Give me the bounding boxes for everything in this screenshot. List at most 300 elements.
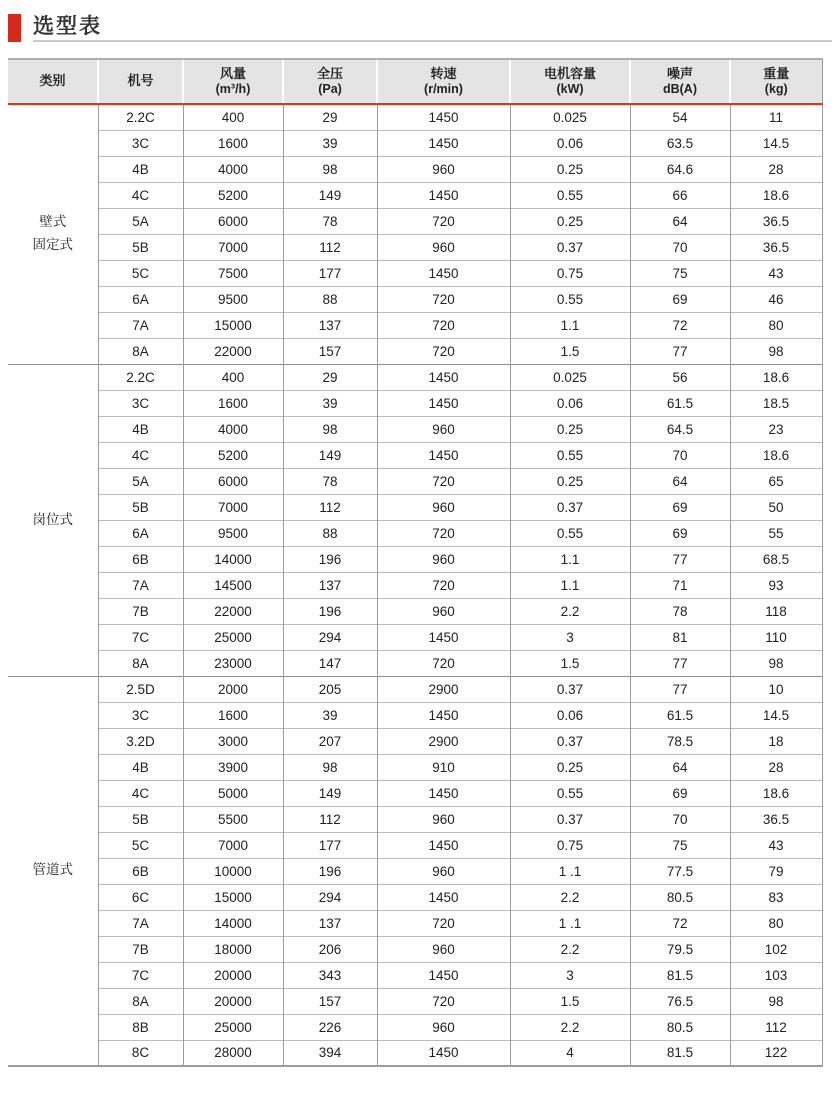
weight-cell: 18.6 [730, 780, 822, 806]
rotation-speed-cell: 960 [377, 858, 510, 884]
noise-cell: 77.5 [630, 858, 730, 884]
model-no-cell: 5C [98, 832, 183, 858]
noise-cell: 69 [630, 520, 730, 546]
motor-capacity-cell: 0.25 [510, 468, 630, 494]
total-pressure-cell: 207 [283, 728, 377, 754]
noise-cell: 75 [630, 832, 730, 858]
air-volume-cell: 6000 [183, 208, 283, 234]
air-volume-cell: 4000 [183, 156, 283, 182]
table-row [8, 858, 822, 884]
model-no-cell: 7A [98, 572, 183, 598]
air-volume-cell: 25000 [183, 1014, 283, 1040]
motor-capacity-cell: 0.55 [510, 182, 630, 208]
model-no-cell: 6B [98, 858, 183, 884]
noise-cell: 66 [630, 182, 730, 208]
weight-cell: 79 [730, 858, 822, 884]
total-pressure-cell: 149 [283, 182, 377, 208]
table-row [8, 624, 822, 650]
noise-cell: 71 [630, 572, 730, 598]
weight-cell: 18 [730, 728, 822, 754]
weight-cell: 43 [730, 260, 822, 286]
total-pressure-cell: 177 [283, 260, 377, 286]
column-header-motor-capacity [510, 59, 630, 104]
table-row [8, 156, 822, 182]
noise-cell: 61.5 [630, 390, 730, 416]
motor-capacity-cell: 0.25 [510, 416, 630, 442]
table-row [8, 728, 822, 754]
noise-cell: 78.5 [630, 728, 730, 754]
air-volume-cell: 1600 [183, 390, 283, 416]
page-title: 选型表 [33, 15, 102, 38]
column-header-category [8, 59, 98, 104]
table-row [8, 416, 822, 442]
air-volume-cell: 14000 [183, 546, 283, 572]
category-line: 固定式 [32, 237, 73, 253]
air-volume-cell: 23000 [183, 650, 283, 676]
air-volume-cell: 22000 [183, 598, 283, 624]
total-pressure-cell: 149 [283, 442, 377, 468]
noise-cell: 69 [630, 494, 730, 520]
motor-capacity-cell: 0.06 [510, 130, 630, 156]
air-volume-cell: 14000 [183, 910, 283, 936]
rotation-speed-cell: 720 [377, 286, 510, 312]
total-pressure-cell: 98 [283, 754, 377, 780]
table-row [8, 390, 822, 416]
column-header-label: 电机容量 [543, 65, 596, 81]
table-row [8, 780, 822, 806]
motor-capacity-cell: 0.55 [510, 780, 630, 806]
table-header-row [8, 59, 822, 104]
motor-capacity-cell: 0.75 [510, 260, 630, 286]
table-row [8, 312, 822, 338]
noise-cell: 70 [630, 234, 730, 260]
table-row [8, 364, 822, 390]
rotation-speed-cell: 720 [377, 572, 510, 598]
rotation-speed-cell: 960 [377, 936, 510, 962]
model-no-cell: 7B [98, 936, 183, 962]
table-row [8, 1014, 822, 1040]
weight-cell: 18.6 [730, 442, 822, 468]
rotation-speed-cell: 1450 [377, 390, 510, 416]
table-row [8, 494, 822, 520]
model-no-cell: 5C [98, 260, 183, 286]
table-row [8, 546, 822, 572]
rotation-speed-cell: 1450 [377, 884, 510, 910]
noise-cell: 70 [630, 442, 730, 468]
rotation-speed-cell: 720 [377, 312, 510, 338]
column-header-unit: (kg) [764, 81, 788, 96]
noise-cell: 81.5 [630, 1040, 730, 1066]
noise-cell: 75 [630, 260, 730, 286]
noise-cell: 77 [630, 676, 730, 702]
motor-capacity-cell: 0.55 [510, 520, 630, 546]
weight-cell: 14.5 [730, 130, 822, 156]
model-no-cell: 4B [98, 416, 183, 442]
rotation-speed-cell: 720 [377, 208, 510, 234]
total-pressure-cell: 294 [283, 884, 377, 910]
model-no-cell: 5B [98, 494, 183, 520]
column-header-label: 重量 [763, 65, 790, 81]
noise-cell: 77 [630, 650, 730, 676]
air-volume-cell: 7000 [183, 234, 283, 260]
total-pressure-cell: 29 [283, 104, 377, 130]
table-row [8, 598, 822, 624]
noise-cell: 80.5 [630, 1014, 730, 1040]
rotation-speed-cell: 960 [377, 234, 510, 260]
motor-capacity-cell: 0.025 [510, 364, 630, 390]
motor-capacity-cell: 1.1 [510, 546, 630, 572]
motor-capacity-cell: 0.55 [510, 442, 630, 468]
table-header-row-container [8, 59, 822, 104]
air-volume-cell: 5200 [183, 442, 283, 468]
weight-cell: 36.5 [730, 208, 822, 234]
rotation-speed-cell: 1450 [377, 962, 510, 988]
category-line: 岗位式 [32, 511, 73, 527]
total-pressure-cell: 149 [283, 780, 377, 806]
noise-cell: 77 [630, 546, 730, 572]
total-pressure-cell: 88 [283, 520, 377, 546]
motor-capacity-cell: 0.37 [510, 234, 630, 260]
air-volume-cell: 7000 [183, 832, 283, 858]
noise-cell: 72 [630, 312, 730, 338]
noise-cell: 81 [630, 624, 730, 650]
noise-cell: 77 [630, 338, 730, 364]
motor-capacity-cell: 2.2 [510, 1014, 630, 1040]
motor-capacity-cell: 0.25 [510, 208, 630, 234]
table-row [8, 988, 822, 1014]
table-body [8, 104, 822, 1066]
rotation-speed-cell: 960 [377, 598, 510, 624]
motor-capacity-cell: 1.5 [510, 650, 630, 676]
total-pressure-cell: 39 [283, 702, 377, 728]
motor-capacity-cell: 1.1 [510, 572, 630, 598]
model-no-cell: 3C [98, 130, 183, 156]
air-volume-cell: 5200 [183, 182, 283, 208]
air-volume-cell: 6000 [183, 468, 283, 494]
rotation-speed-cell: 1450 [377, 104, 510, 130]
total-pressure-cell: 157 [283, 338, 377, 364]
weight-cell: 36.5 [730, 806, 822, 832]
column-header-label: 全压 [316, 65, 343, 81]
air-volume-cell: 10000 [183, 858, 283, 884]
total-pressure-cell: 206 [283, 936, 377, 962]
model-no-cell: 5A [98, 208, 183, 234]
weight-cell: 36.5 [730, 234, 822, 260]
table-row [8, 520, 822, 546]
model-no-cell: 3.2D [98, 728, 183, 754]
total-pressure-cell: 39 [283, 390, 377, 416]
weight-cell: 18.6 [730, 182, 822, 208]
model-no-cell: 2.2C [98, 364, 183, 390]
column-header-unit: (m³/h) [215, 81, 251, 96]
weight-cell: 28 [730, 156, 822, 182]
rotation-speed-cell: 2900 [377, 728, 510, 754]
rotation-speed-cell: 1450 [377, 130, 510, 156]
rotation-speed-cell: 1450 [377, 260, 510, 286]
column-header-weight [730, 59, 822, 104]
model-no-cell: 5A [98, 468, 183, 494]
motor-capacity-cell: 0.06 [510, 390, 630, 416]
column-header-air-volume [183, 59, 283, 104]
column-header-unit: (kW) [556, 81, 584, 96]
table-row [8, 234, 822, 260]
noise-cell: 69 [630, 286, 730, 312]
weight-cell: 68.5 [730, 546, 822, 572]
air-volume-cell: 22000 [183, 338, 283, 364]
title-divider [33, 40, 832, 42]
total-pressure-cell: 196 [283, 546, 377, 572]
air-volume-cell: 18000 [183, 936, 283, 962]
table-row [8, 702, 822, 728]
rotation-speed-cell: 720 [377, 988, 510, 1014]
noise-cell: 79.5 [630, 936, 730, 962]
model-no-cell: 7A [98, 312, 183, 338]
total-pressure-cell: 78 [283, 468, 377, 494]
noise-cell: 72 [630, 910, 730, 936]
motor-capacity-cell: 0.25 [510, 156, 630, 182]
noise-cell: 81.5 [630, 962, 730, 988]
rotation-speed-cell: 960 [377, 156, 510, 182]
rotation-speed-cell: 960 [377, 494, 510, 520]
model-no-cell: 7A [98, 910, 183, 936]
rotation-speed-cell: 720 [377, 468, 510, 494]
model-no-cell: 7C [98, 962, 183, 988]
table-row [8, 650, 822, 676]
model-no-cell: 4B [98, 754, 183, 780]
total-pressure-cell: 39 [283, 130, 377, 156]
motor-capacity-cell: 0.55 [510, 286, 630, 312]
air-volume-cell: 20000 [183, 988, 283, 1014]
rotation-speed-cell: 960 [377, 806, 510, 832]
weight-cell: 11 [730, 104, 822, 130]
noise-cell: 80.5 [630, 884, 730, 910]
noise-cell: 64.6 [630, 156, 730, 182]
column-header-model-no [98, 59, 183, 104]
air-volume-cell: 5000 [183, 780, 283, 806]
motor-capacity-cell: 0.75 [510, 832, 630, 858]
table-row [8, 910, 822, 936]
air-volume-cell: 3900 [183, 754, 283, 780]
total-pressure-cell: 177 [283, 832, 377, 858]
motor-capacity-cell: 3 [510, 624, 630, 650]
air-volume-cell: 14500 [183, 572, 283, 598]
model-no-cell: 6C [98, 884, 183, 910]
rotation-speed-cell: 720 [377, 650, 510, 676]
model-no-cell: 4C [98, 442, 183, 468]
rotation-speed-cell: 960 [377, 416, 510, 442]
noise-cell: 64 [630, 468, 730, 494]
motor-capacity-cell: 1 .1 [510, 910, 630, 936]
noise-cell: 69 [630, 780, 730, 806]
model-no-cell: 8A [98, 650, 183, 676]
model-no-cell: 6A [98, 286, 183, 312]
rotation-speed-cell: 1450 [377, 364, 510, 390]
table-row [8, 832, 822, 858]
total-pressure-cell: 98 [283, 416, 377, 442]
noise-cell: 54 [630, 104, 730, 130]
column-header-total-pressure [283, 59, 377, 104]
model-no-cell: 8A [98, 338, 183, 364]
rotation-speed-cell: 960 [377, 1014, 510, 1040]
air-volume-cell: 9500 [183, 520, 283, 546]
motor-capacity-cell: 1.1 [510, 312, 630, 338]
weight-cell: 23 [730, 416, 822, 442]
category-line: 管道式 [32, 862, 73, 878]
column-header-label: 机号 [127, 73, 154, 89]
weight-cell: 10 [730, 676, 822, 702]
model-no-cell: 8A [98, 988, 183, 1014]
noise-cell: 56 [630, 364, 730, 390]
total-pressure-cell: 343 [283, 962, 377, 988]
noise-cell: 78 [630, 598, 730, 624]
table-row [8, 754, 822, 780]
air-volume-cell: 1600 [183, 130, 283, 156]
total-pressure-cell: 137 [283, 312, 377, 338]
model-no-cell: 5B [98, 806, 183, 832]
rotation-speed-cell: 1450 [377, 1040, 510, 1066]
column-header-label: 风量 [219, 65, 246, 81]
selection-table-wrap [8, 58, 823, 1067]
air-volume-cell: 400 [183, 104, 283, 130]
noise-cell: 76.5 [630, 988, 730, 1014]
weight-cell: 103 [730, 962, 822, 988]
total-pressure-cell: 98 [283, 156, 377, 182]
air-volume-cell: 3000 [183, 728, 283, 754]
noise-cell: 61.5 [630, 702, 730, 728]
weight-cell: 93 [730, 572, 822, 598]
noise-cell: 64.5 [630, 416, 730, 442]
model-no-cell: 8B [98, 1014, 183, 1040]
air-volume-cell: 4000 [183, 416, 283, 442]
total-pressure-cell: 137 [283, 910, 377, 936]
motor-capacity-cell: 1.5 [510, 338, 630, 364]
air-volume-cell: 2000 [183, 676, 283, 702]
weight-cell: 14.5 [730, 702, 822, 728]
weight-cell: 118 [730, 598, 822, 624]
model-no-cell: 2.5D [98, 676, 183, 702]
selection-table [8, 58, 823, 1067]
weight-cell: 102 [730, 936, 822, 962]
table-row [8, 468, 822, 494]
table-row [8, 104, 822, 130]
table-row [8, 884, 822, 910]
model-no-cell: 3C [98, 390, 183, 416]
rotation-speed-cell: 1450 [377, 624, 510, 650]
motor-capacity-cell: 1.5 [510, 988, 630, 1014]
total-pressure-cell: 147 [283, 650, 377, 676]
noise-cell: 64 [630, 754, 730, 780]
rotation-speed-cell: 1450 [377, 442, 510, 468]
motor-capacity-cell: 3 [510, 962, 630, 988]
total-pressure-cell: 112 [283, 806, 377, 832]
total-pressure-cell: 112 [283, 234, 377, 260]
model-no-cell: 7B [98, 598, 183, 624]
category-cell [8, 364, 98, 676]
table-row [8, 286, 822, 312]
weight-cell: 112 [730, 1014, 822, 1040]
weight-cell: 83 [730, 884, 822, 910]
table-row [8, 676, 822, 702]
motor-capacity-cell: 0.25 [510, 754, 630, 780]
total-pressure-cell: 157 [283, 988, 377, 1014]
rotation-speed-cell: 1450 [377, 182, 510, 208]
motor-capacity-cell: 2.2 [510, 884, 630, 910]
weight-cell: 98 [730, 338, 822, 364]
rotation-speed-cell: 2900 [377, 676, 510, 702]
air-volume-cell: 5500 [183, 806, 283, 832]
category-line: 壁式 [39, 214, 67, 230]
rotation-speed-cell: 720 [377, 338, 510, 364]
table-row [8, 936, 822, 962]
rotation-speed-cell: 1450 [377, 780, 510, 806]
weight-cell: 80 [730, 312, 822, 338]
model-no-cell: 5B [98, 234, 183, 260]
model-no-cell: 4B [98, 156, 183, 182]
model-no-cell: 3C [98, 702, 183, 728]
total-pressure-cell: 78 [283, 208, 377, 234]
total-pressure-cell: 226 [283, 1014, 377, 1040]
rotation-speed-cell: 720 [377, 910, 510, 936]
weight-cell: 28 [730, 754, 822, 780]
air-volume-cell: 15000 [183, 884, 283, 910]
motor-capacity-cell: 0.37 [510, 806, 630, 832]
motor-capacity-cell: 4 [510, 1040, 630, 1066]
weight-cell: 98 [730, 650, 822, 676]
column-header-unit: (Pa) [318, 81, 342, 96]
total-pressure-cell: 394 [283, 1040, 377, 1066]
total-pressure-cell: 88 [283, 286, 377, 312]
column-header-label: 类别 [39, 73, 66, 89]
table-row [8, 1040, 822, 1066]
weight-cell: 122 [730, 1040, 822, 1066]
weight-cell: 18.5 [730, 390, 822, 416]
table-row [8, 572, 822, 598]
total-pressure-cell: 29 [283, 364, 377, 390]
weight-cell: 98 [730, 988, 822, 1014]
model-no-cell: 4C [98, 182, 183, 208]
weight-cell: 50 [730, 494, 822, 520]
total-pressure-cell: 112 [283, 494, 377, 520]
title-section [8, 14, 832, 44]
motor-capacity-cell: 1 .1 [510, 858, 630, 884]
table-row [8, 806, 822, 832]
air-volume-cell: 20000 [183, 962, 283, 988]
motor-capacity-cell: 2.2 [510, 598, 630, 624]
model-no-cell: 6B [98, 546, 183, 572]
motor-capacity-cell: 0.06 [510, 702, 630, 728]
motor-capacity-cell: 0.37 [510, 494, 630, 520]
motor-capacity-cell: 0.025 [510, 104, 630, 130]
air-volume-cell: 7500 [183, 260, 283, 286]
total-pressure-cell: 137 [283, 572, 377, 598]
column-header-unit: (r/min) [424, 81, 463, 96]
weight-cell: 80 [730, 910, 822, 936]
table-row [8, 442, 822, 468]
air-volume-cell: 9500 [183, 286, 283, 312]
weight-cell: 18.6 [730, 364, 822, 390]
table-row [8, 130, 822, 156]
weight-cell: 110 [730, 624, 822, 650]
air-volume-cell: 28000 [183, 1040, 283, 1066]
weight-cell: 43 [730, 832, 822, 858]
noise-cell: 64 [630, 208, 730, 234]
air-volume-cell: 7000 [183, 494, 283, 520]
total-pressure-cell: 196 [283, 858, 377, 884]
table-row [8, 260, 822, 286]
noise-cell: 63.5 [630, 130, 730, 156]
air-volume-cell: 400 [183, 364, 283, 390]
noise-cell: 70 [630, 806, 730, 832]
